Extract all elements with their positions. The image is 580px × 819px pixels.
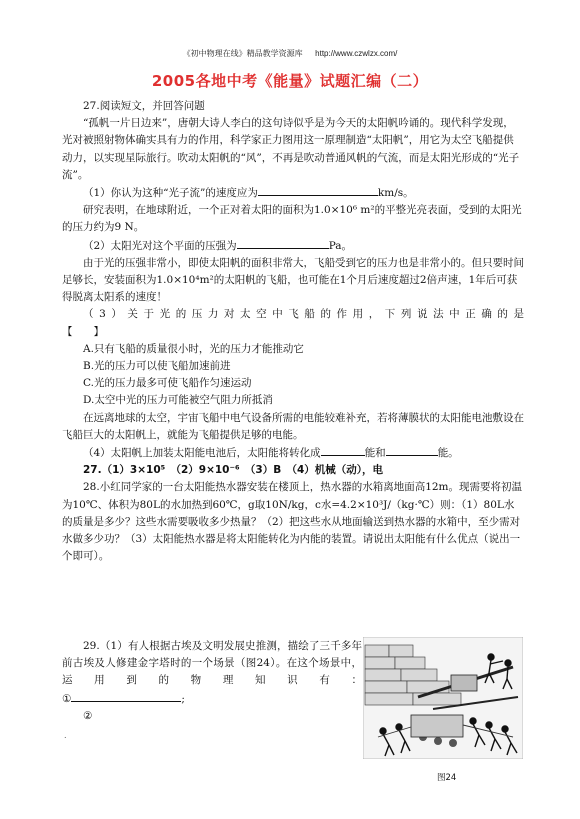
q29-item-2-label: ② bbox=[83, 709, 93, 722]
q27-subquestion-2 bbox=[62, 237, 524, 255]
q27-subquestion-1 bbox=[62, 184, 524, 202]
q27-subquestion-4 bbox=[62, 444, 524, 462]
question-27-block bbox=[62, 98, 524, 565]
q27-2-text: （2）太阳光对这个平面的压强为 bbox=[83, 239, 237, 252]
option-b: B.光的压力可以使飞船加速前进 bbox=[83, 360, 231, 373]
option-d: D.太空中光的压力可能被空气阻力所抵消 bbox=[83, 394, 273, 407]
q27-2-unit: Pa。 bbox=[328, 239, 353, 252]
option-c: C.光的压力最多可使飞船作匀速运动 bbox=[83, 377, 252, 390]
q27-answer: 27.（1）3×10⁵ （2）9×10⁻⁶ （3）B （4）机械（动），电 bbox=[83, 464, 383, 477]
q27-paragraph-2: 研究表明，在地球附近，一个正对着太阳的面积为1.0×10⁶ m²的平整光亮表面，受到的太阳光的压力约为9 N。 bbox=[62, 204, 522, 234]
q29-item-2 bbox=[62, 708, 362, 725]
q27-1-unit: km/s。 bbox=[377, 187, 414, 200]
q27-4-text: （4）太阳帆上加装太阳能电池后，太阳能将转化成 bbox=[83, 447, 321, 460]
figure-caption: 图24 bbox=[437, 773, 457, 783]
q27-paragraph-3: 由于光的压强非常小，即使太阳帆的面积非常大，飞船受到它的压力也是非常小的。但只要时间足够长，安装面积为1.0×10⁴m²的太阳帆的飞船，也可能在1个月后速度超过2倍声速，1年后可获得脱离太阳系的速度！ bbox=[62, 256, 524, 304]
pyramid-construction-figure bbox=[363, 637, 523, 759]
q27-4-blank-2 bbox=[386, 444, 438, 456]
option-a: A.只有飞船的质量很小时，光的压力才能推动它 bbox=[83, 342, 304, 355]
question-29-block bbox=[62, 638, 362, 725]
q27-4-end: 能。 bbox=[437, 447, 459, 460]
q29-item-1-label: ① bbox=[62, 692, 72, 705]
q27-4-middle: 能和 bbox=[364, 447, 386, 460]
q29-item-1: ① ; bbox=[62, 690, 362, 708]
q27-3-bracket: 【 】 bbox=[62, 325, 104, 338]
q27-1-text: （1）你认为这种“光子流”的速度应为 bbox=[83, 187, 258, 200]
stray-mark: . bbox=[64, 731, 67, 740]
header-site-url[interactable]: http://www.czwlzx.com/ bbox=[315, 49, 398, 58]
question-28: 28.小红同学家的一台太阳能热水器安装在楼顶上，热水器的水箱离地面高12m。现需要将初温为10℃、体积为80L的水加热到60℃，g取10N/kg，c水=4.2×10³J/（kg·℃）则：（1）80L水的质量是多少？这些水需要吸收多少热量？（2）把这些水从地面输送到热水器的水箱中，至少需对水做多少功？（3）太阳能热水器是将太阳能转化为内能的装置。请说出太阳能有什么优点（说出一个即可）。 bbox=[62, 481, 523, 563]
q27-paragraph-4: 在远离地球的太空，宇宙飞船中电气设备所需的电能较难补充，若将薄膜状的太阳能电池敷设在飞船巨大的太阳帆上，就能为飞船提供足够的电能。 bbox=[62, 411, 524, 441]
q27-paragraph-1: “孤帆一片日边来”，唐朝大诗人李白的这句诗似乎是为今天的太阳帆吟诵的。现代科学发现，光对被照射物体确实具有力的作用，科学家正力图用这一原理制造“太阳帆”，用它为太空飞船提供动力，以实现星际旅行。吹动太阳帆的“风”，不再是吹动普通风帆的气流，而是太阳光形成的“光子流”。 bbox=[62, 117, 520, 181]
page-header bbox=[0, 48, 580, 59]
q27-1-answer-blank bbox=[258, 184, 378, 196]
q29-text: 29.（1）有人根据古埃及文明发展史推测，描绘了三千多年前古埃及人修建金字塔时的一个场景（图24）。在这个场景中，运用到的物理知识有： bbox=[62, 640, 362, 687]
document-title: 2005各地中考《能量》试题汇编（二） bbox=[151, 72, 429, 90]
q27-intro: 27.阅读短文，并回答问题 bbox=[83, 100, 205, 112]
q27-subquestion-3: （3）关于光的压力对太空中飞船的作用，下列说法中正确的是 bbox=[83, 308, 524, 321]
q27-2-answer-blank bbox=[237, 237, 329, 249]
header-text: 《初中物理在线》精品教学资源库 bbox=[182, 49, 303, 58]
q27-4-blank-1 bbox=[321, 444, 365, 456]
q29-item-1-blank bbox=[71, 690, 181, 702]
